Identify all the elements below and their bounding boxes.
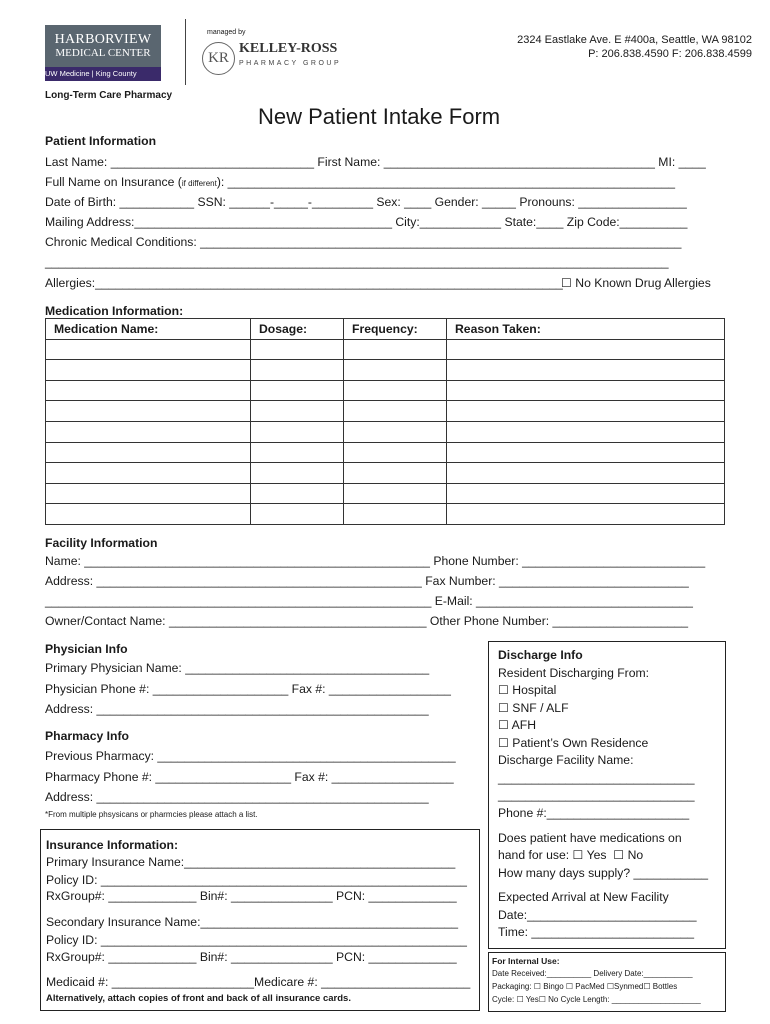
- medication-table: [45, 318, 725, 525]
- kr-sub: PHARMACY GROUP: [239, 60, 342, 67]
- primary-policy-field[interactable]: Policy ID: ______________________________________________________: [46, 873, 467, 887]
- medication-header-row: [46, 319, 725, 340]
- table-row[interactable]: [46, 463, 725, 484]
- patient-heading: Patient Information: [45, 134, 157, 148]
- internal-dates-field[interactable]: Date Received:__________ Delivery Date:___________: [492, 969, 693, 978]
- pharmacy-phone-field[interactable]: Pharmacy Phone #: ____________________ Fax #: __________________: [45, 770, 454, 784]
- facility-line-email[interactable]: _________________________________________________________ E-Mail: ________________________________: [45, 594, 693, 608]
- if-different-note: if different: [181, 179, 217, 188]
- discharge-facility-blank2[interactable]: _____________________________: [498, 788, 695, 802]
- patient-line-names[interactable]: Last Name: ______________________________ First Name: ________________________________________ MI: ____: [45, 155, 706, 169]
- discharge-phone-field[interactable]: Phone #:_____________________: [498, 806, 690, 820]
- physician-phone-field[interactable]: Physician Phone #: ____________________ Fax #: __________________: [45, 682, 451, 696]
- nkda-checkbox[interactable]: ☐ No Known Drug Allergies: [561, 276, 711, 290]
- insurance-footer: Alternatively, attach copies of front and back of all insurance cards.: [46, 993, 351, 1004]
- medication-heading: Medication Information:: [45, 304, 184, 318]
- insurance-name-label: Full Name on Insurance (: [45, 175, 182, 189]
- table-row[interactable]: [46, 360, 725, 381]
- option-hospital[interactable]: ☐ Hospital: [498, 683, 557, 697]
- internal-packaging-field[interactable]: Packaging: ☐ Bingo ☐ PacMed ☐Synmed☐ Bottles: [492, 982, 678, 991]
- table-row[interactable]: [46, 421, 725, 442]
- patient-line-insurance-name[interactable]: [45, 175, 675, 189]
- table-row[interactable]: [46, 483, 725, 504]
- table-row[interactable]: [46, 504, 725, 525]
- allergies-field[interactable]: Allergies:_____________________________________________________________________: [45, 276, 563, 290]
- logo-line2: MEDICAL CENTER: [55, 47, 151, 59]
- insurance-heading: Insurance Information:: [46, 838, 179, 852]
- page-title: New Patient Intake Form: [258, 104, 501, 129]
- pharmacy-address-field[interactable]: Address: _________________________________________________: [45, 790, 429, 804]
- pharmacy-heading: Pharmacy Info: [45, 729, 129, 743]
- primary-insurance-field[interactable]: Primary Insurance Name:________________________________________: [46, 855, 456, 869]
- harborview-logo: [45, 25, 161, 81]
- kr-name: KELLEY-ROSS: [239, 41, 338, 56]
- internal-cycle-field[interactable]: Cycle: ☐ Yes☐ No Cycle Length: ____________________: [492, 995, 701, 1004]
- arrival-time-field[interactable]: Time: ________________________: [498, 925, 695, 939]
- physician-heading: Physician Info: [45, 642, 128, 656]
- col-medication-name: Medication Name:: [46, 319, 251, 340]
- logo-strip: UW Medicine | King County: [45, 67, 161, 81]
- patient-line-address[interactable]: Mailing Address:______________________________________ City:____________ State:____ Zip Code:__________: [45, 215, 688, 229]
- patient-line-conditions-cont[interactable]: ____________________________________________________________________________________________: [45, 255, 669, 269]
- insurance-name-blank: ): __________________________________________________________________: [216, 175, 676, 189]
- pharmacy-note: *From multiple phsysicans or pharmcies please attach a list.: [45, 810, 258, 819]
- secondary-insurance-field[interactable]: Secondary Insurance Name:______________________________________: [46, 915, 459, 929]
- pharmacy-subtitle: Long-Term Care Pharmacy: [45, 90, 173, 101]
- address: 2324 Eastlake Ave. E #400a, Seattle, WA 98102: [517, 34, 752, 46]
- discharging-from-label: Resident Discharging From:: [498, 666, 650, 680]
- kr-logo-icon: KR: [202, 42, 235, 75]
- discharge-facility-label: Discharge Facility Name:: [498, 753, 634, 767]
- internal-use-heading: For Internal Use:: [492, 956, 560, 966]
- col-reason: Reason Taken:: [447, 319, 725, 340]
- discharge-facility-blank1[interactable]: _____________________________: [498, 771, 695, 785]
- facility-line-address[interactable]: Address: ________________________________________________ Fax Number: ____________________________: [45, 574, 689, 588]
- expected-arrival-label: Expected Arrival at New Facility: [498, 890, 669, 904]
- option-own-residence[interactable]: ☐ Patient’s Own Residence: [498, 736, 649, 750]
- col-dosage: Dosage:: [251, 319, 344, 340]
- managed-by: managed by: [207, 29, 246, 36]
- pharmacy-name-field[interactable]: Previous Pharmacy: ____________________________________________: [45, 749, 456, 763]
- table-row[interactable]: [46, 442, 725, 463]
- secondary-policy-field[interactable]: Policy ID: ______________________________________________________: [46, 933, 467, 947]
- option-snf-alf[interactable]: ☐ SNF / ALF: [498, 701, 569, 715]
- col-frequency: Frequency:: [344, 319, 447, 340]
- table-row[interactable]: [46, 380, 725, 401]
- patient-line-conditions[interactable]: Chronic Medical Conditions: _______________________________________________________________________: [45, 235, 682, 249]
- patient-line-dob[interactable]: Date of Birth: ___________ SSN: ______-_____-_________ Sex: ____ Gender: _____ Pronouns: ________________: [45, 195, 687, 209]
- secondary-rxgroup-field[interactable]: RxGroup#: _____________ Bin#: _______________ PCN: _____________: [46, 950, 457, 964]
- table-row[interactable]: [46, 339, 725, 360]
- option-afh[interactable]: ☐ AFH: [498, 718, 537, 732]
- meds-on-hand-options[interactable]: hand for use: ☐ Yes ☐ No: [498, 848, 644, 862]
- facility-line-name[interactable]: Name: ___________________________________________________ Phone Number: ___________________________: [45, 554, 706, 568]
- table-row[interactable]: [46, 401, 725, 422]
- logo-line1: HARBORVIEW: [54, 32, 152, 47]
- medicaid-medicare-field[interactable]: Medicaid #: _____________________Medicare #: ______________________: [46, 975, 471, 989]
- facility-line-contact[interactable]: Owner/Contact Name: ______________________________________ Other Phone Number: ____________________: [45, 614, 689, 628]
- phone-fax: P: 206.838.4590 F: 206.838.4599: [588, 48, 752, 60]
- days-supply-field[interactable]: How many days supply? ___________: [498, 866, 709, 880]
- physician-address-field[interactable]: Address: _________________________________________________: [45, 702, 429, 716]
- facility-heading: Facility Information: [45, 536, 158, 550]
- discharge-heading: Discharge Info: [498, 648, 583, 662]
- header-divider: [185, 19, 186, 85]
- primary-rxgroup-field[interactable]: RxGroup#: _____________ Bin#: _______________ PCN: _____________: [46, 889, 457, 903]
- meds-on-hand-question: Does patient have medications on: [498, 831, 682, 845]
- physician-name-field[interactable]: Primary Physician Name: ____________________________________: [45, 661, 430, 675]
- arrival-date-field[interactable]: Date:_________________________: [498, 908, 697, 922]
